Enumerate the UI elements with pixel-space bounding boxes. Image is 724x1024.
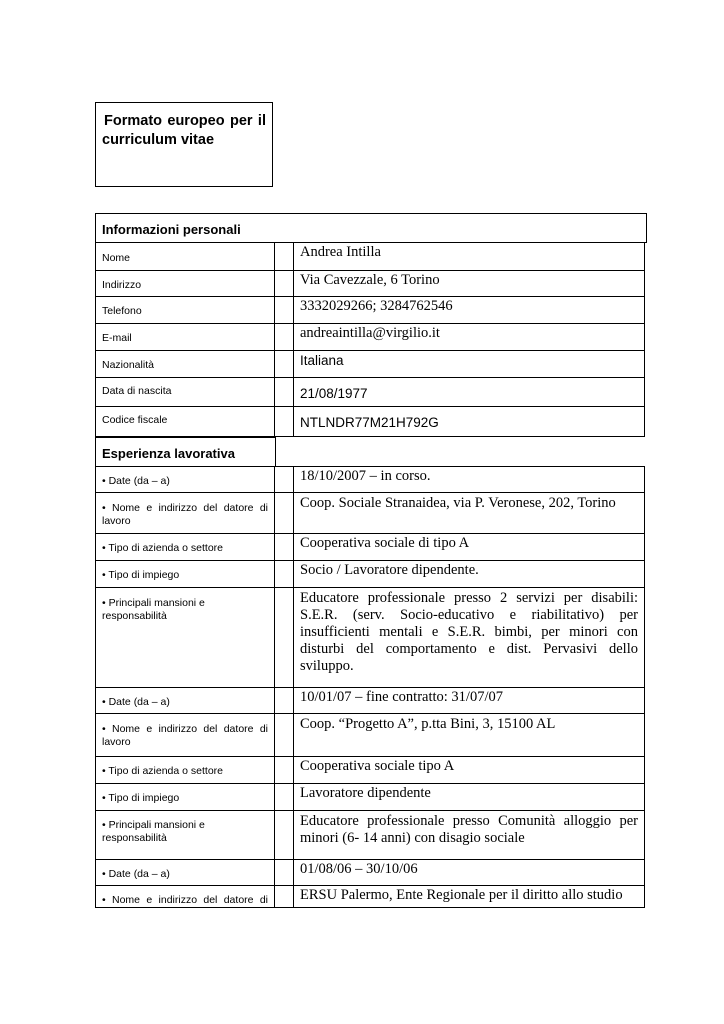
column-divider [274,493,275,533]
column-divider [274,534,275,560]
exp-row-duties [95,588,645,688]
personal-row-telefono [95,297,645,324]
row-label: Data di nascita [102,385,172,397]
column-divider [274,324,275,350]
personal-row-data-nascita [95,378,645,407]
row-label: • Nome e indirizzo del datore di [102,894,268,906]
exp-row-job-type [95,561,645,588]
column-divider [274,860,275,885]
exp-row-date [95,688,645,714]
row-label: • Date (da – a) [102,696,170,708]
exp-row-employer [95,886,645,908]
row-value: Andrea Intilla [300,244,381,260]
column-divider [293,688,294,713]
row-value: andreaintilla@virgilio.it [300,325,440,341]
personal-row-indirizzo [95,271,645,297]
row-label: • Tipo di impiego [102,792,180,804]
row-label: Nome [102,252,131,264]
column-divider [293,534,294,560]
column-divider [293,243,294,270]
column-divider [274,688,275,713]
column-divider [293,378,294,406]
column-divider [274,886,275,907]
row-value: Educatore professionale presso Comunità alloggio per minori (6- 14 anni) con disagio sociale [300,813,638,846]
column-divider [293,714,294,756]
row-label: Codice fiscale [102,414,168,426]
exp-row-job-type [95,784,645,811]
row-value: Via Cavezzale, 6 Torino [300,272,440,288]
row-label: Nazionalità [102,359,154,371]
row-value: Educatore professionale presso 2 servizi per disabili: S.E.R. (serv. Socio-educativo e riabilitativo) per insufficienti mentali e S.E.R. bimbi, per minori con disturbi del comportamento e dist. Pervasivi dello sviluppo. [300,590,638,674]
column-divider [293,407,294,436]
column-divider [274,757,275,783]
personal-row-nazionalita [95,351,645,378]
row-label: • Principali mansioni e responsabilità [102,819,205,844]
row-value: NTLNDR77M21H792G [300,415,439,430]
personal-row-email [95,324,645,351]
column-divider [274,588,275,687]
row-label: E-mail [102,332,132,344]
column-divider [274,378,275,406]
row-label: • Date (da – a) [102,475,170,487]
row-value: Coop. Sociale Stranaidea, via P. Veronese, 202, Torino [300,495,616,511]
row-label: • Nome e indirizzo del datore di lavoro [102,502,268,527]
row-value: 3332029266; 3284762546 [300,298,453,314]
column-divider [293,297,294,323]
column-divider [274,811,275,859]
row-label: Indirizzo [102,279,142,291]
row-label: Telefono [102,305,142,317]
row-value: Cooperativa sociale di tipo A [300,535,470,551]
column-divider [293,351,294,377]
column-divider [274,784,275,810]
column-divider [274,467,275,492]
personal-row-nome [95,243,645,271]
section-header-experience: Esperienza lavorativa [95,437,276,467]
exp-row-sector [95,534,645,561]
row-label: • Nome e indirizzo del datore di lavoro [102,723,268,748]
exp-row-date [95,467,645,493]
column-divider [293,784,294,810]
column-divider [293,467,294,492]
row-value: 01/08/06 – 30/10/06 [300,861,418,877]
row-value: 21/08/1977 [300,386,368,401]
column-divider [293,757,294,783]
column-divider [274,271,275,296]
column-divider [293,561,294,587]
row-value: Socio / Lavoratore dipendente. [300,562,479,578]
column-divider [293,860,294,885]
column-divider [293,886,294,907]
cv-title-line-1: Formato europeo per il [104,113,266,129]
cv-title [95,102,273,187]
row-value: Coop. “Progetto A”, p.tta Bini, 3, 15100 AL [300,716,556,732]
exp-row-employer [95,714,645,757]
column-divider [274,351,275,377]
column-divider [274,561,275,587]
row-value: Cooperativa sociale tipo A [300,758,455,774]
row-label: • Date (da – a) [102,868,170,880]
row-value: 10/01/07 – fine contratto: 31/07/07 [300,689,503,705]
row-value: Lavoratore dipendente [300,785,431,801]
column-divider [293,493,294,533]
column-divider [293,811,294,859]
row-value: 18/10/2007 – in corso. [300,468,431,484]
column-divider [293,324,294,350]
column-divider [274,714,275,756]
column-divider [274,407,275,436]
column-divider [293,588,294,687]
row-label: • Tipo di azienda o settore [102,542,224,554]
section-header-personal: Informazioni personali [95,213,647,243]
column-divider [293,271,294,296]
exp-row-sector [95,757,645,784]
column-divider [274,297,275,323]
row-label: • Tipo di impiego [102,569,180,581]
row-value: Italiana [300,353,344,368]
exp-row-date [95,860,645,886]
row-label: • Tipo di azienda o settore [102,765,224,777]
row-label: • Principali mansioni e responsabilità [102,597,205,622]
row-value: ERSU Palermo, Ente Regionale per il diritto allo studio [300,887,623,903]
cv-title-line-2: curriculum vitae [102,132,215,148]
column-divider [274,243,275,270]
exp-row-duties [95,811,645,860]
personal-row-codice-fiscale [95,407,645,437]
exp-row-employer [95,493,645,534]
